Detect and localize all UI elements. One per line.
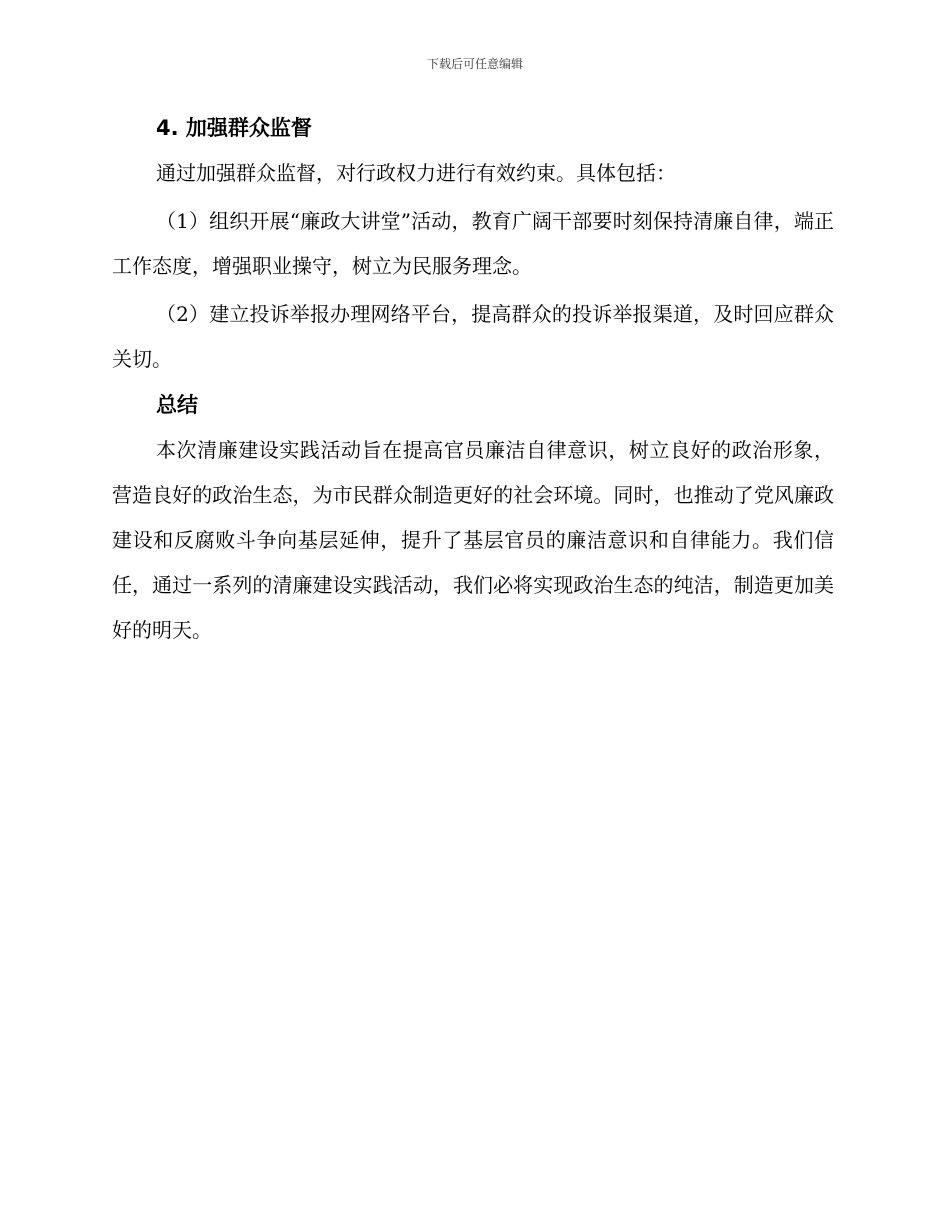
paragraph-intro: 通过加强群众监督，对行政权力进行有效约束。具体包括： bbox=[156, 161, 676, 185]
document-body bbox=[112, 108, 834, 653]
page-header: 下载后可任意编辑 bbox=[426, 57, 523, 71]
paragraph-item-2: （2）建立投诉举报办理网络平台，提高群众的投诉举报渠道，及时回应群众关切。 bbox=[112, 302, 834, 371]
section-heading-summary: 总结 bbox=[156, 393, 198, 417]
section-heading-supervision: 4. 加强群众监督 bbox=[156, 116, 312, 140]
paragraph-item-1: （1）组织开展“廉政大讲堂”活动，教育广阔干部要时刻保持清廉自律，端正工作态度，增强职业操守，树立为民服务理念。 bbox=[112, 209, 834, 278]
paragraph-summary: 本次清廉建设实践活动旨在提高官员廉洁自律意识，树立良好的政治形象，营造良好的政治生态，为市民群众制造更好的社会环境。同时，也推动了党风廉政建设和反腐败斗争向基层延伸，提升了基层官员的廉洁意识和自律能力。我们信任，通过一系列的清廉建设实践活动，我们必将实现政治生态的纯洁，制造更加美好的明天。 bbox=[112, 438, 834, 642]
